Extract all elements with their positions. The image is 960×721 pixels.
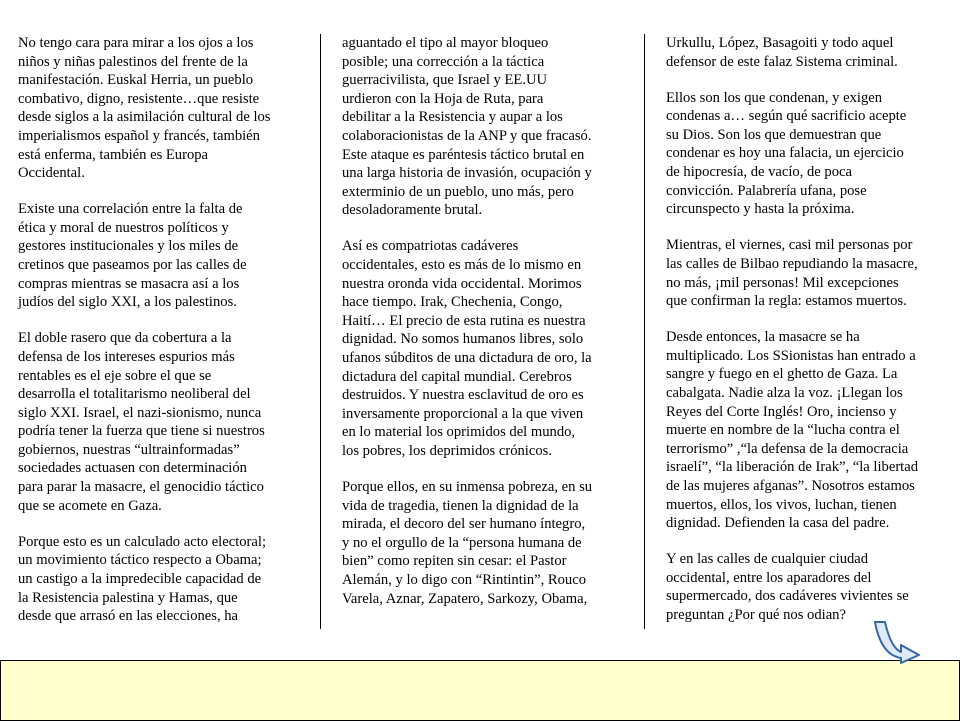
paragraph: Existe una correlación entre la falta de ética y moral de nuestros políticos y gestores institucionales y los miles de cretinos que paseamos por las calles de compras mientras se masacra así a los judíos del siglo XXI, a los palestinos. <box>18 201 247 311</box>
column-divider <box>320 34 321 629</box>
paragraph: No tengo cara para mirar a los ojos a los niños y niñas palestinos del frente de la manifestación. Euskal Herria, un pueblo combativo, digno, resistente…que resiste desde siglos a la asimilación cultural de los imperialismos español y francés, también está enferma, también es Europa Occidental. <box>18 35 271 182</box>
paragraph: aguantado el tipo al mayor bloqueo posible; una corrección a la táctica guerracivilista, que Israel y EE.UU urdieron con la Hoja de Ruta, para debilitar a la Resistencia y aupar a los colaboracionistas de la ANP y que fracasó. Este ataque es paréntesis táctico brutal en una larga historia de invasión, ocupación y exterminio de un pueblo, uno más, pero desoladoramente brutal. <box>342 35 592 219</box>
paragraph: Ellos son los que condenan, y exigen condenas a… según qué sacrificio acepte su Dios. Son los que demuestran que condenar es hoy una falacia, un ejercicio de hipocresía, de vacío, de poca convicción. Palabrería ufana, pose circunspecto y hasta la próxima. <box>666 89 907 218</box>
text-column-2 <box>342 34 642 608</box>
paragraph: Porque ellos, en su inmensa pobreza, en su vida de tragedia, tienen la dignidad de la mirada, el decoro del ser humano íntegro, y no el orgullo de la “persona humana de bien” como repiten sin cesar: el Pastor Alemán, y lo digo con “Rintintin”, Rouco Varela, Aznar, Zapatero, Sarkozy, Obama, <box>342 479 593 607</box>
column-divider <box>644 34 645 629</box>
text-column-1 <box>18 34 318 626</box>
paragraph: Así es compatriotas cadáveres occidentales, esto es más de lo mismo en nuestra oronda vida occidental. Morimos hace tiempo. Irak, Chechenia, Congo, Haití… El precio de esta rutina es nuestra dignidad. No somos humanos libres, solo ufanos súbditos de una dictadura de oro, la dictadura del capital mundial. Cerebros destruidos. Y nuestra esclavitud de oro es inversamente proporcional a la que viven en lo material los oprimidos del mundo, los pobres, los deprimidos crónicos. <box>342 238 592 459</box>
paragraph: El doble rasero que da cobertura a la defensa de los intereses espurios más rentables es el eje sobre el que se desarrolla el totalitarismo neoliberal del siglo XXI. Israel, el nazi-sionismo, nunca podría tener la fuerza que tiene si nuestros gobiernos, nuestras “ultrainformadas” sociedades actuasen con determinación para parar la masacre, el genocidio táctico que se acomete en Gaza. <box>18 330 265 514</box>
text-column-3 <box>666 34 956 625</box>
paragraph: Urkullu, López, Basagoiti y todo aquel defensor de este falaz Sistema criminal. <box>666 35 898 70</box>
return-arrow-icon <box>871 618 925 664</box>
paragraph: Mientras, el viernes, casi mil personas por las calles de Bilbao repudiando la masacre, no más, ¡mil personas! Mil excepciones que confirman la regla: estamos muertos. <box>666 237 918 310</box>
paragraph: Desde entonces, la masacre se ha multiplicado. Los SSionistas han entrado a sangre y fuego en el ghetto de Gaza. La cabalgata. Nadie alza la voz. ¡Llegan los Reyes del Corte Inglés! Oro, incienso y muerte en nombre de la “lucha contra el terrorismo” ,“la defensa de la democracia israelí”, “la liberación de Irak”, “la libertad de las mujeres afganas”. Nosotros estamos muertos, ellos, los vivos, luchan, tienen dignidad. Defienden la casa del padre. <box>666 329 919 532</box>
paragraph: Porque esto es un calculado acto electoral; un movimiento táctico respecto a Obama; un castigo a la impredecible capacidad de la Resistencia palestina y Hamas, que desde que arrasó en las elecciones, ha <box>18 533 266 625</box>
footer-bar <box>0 660 960 721</box>
paragraph: Y en las calles de cualquier ciudad occidental, entre los aparadores del supermercado, dos cadáveres vivientes se preguntan ¿Por qué nos odian? <box>666 551 909 624</box>
return-button[interactable] <box>871 618 925 664</box>
